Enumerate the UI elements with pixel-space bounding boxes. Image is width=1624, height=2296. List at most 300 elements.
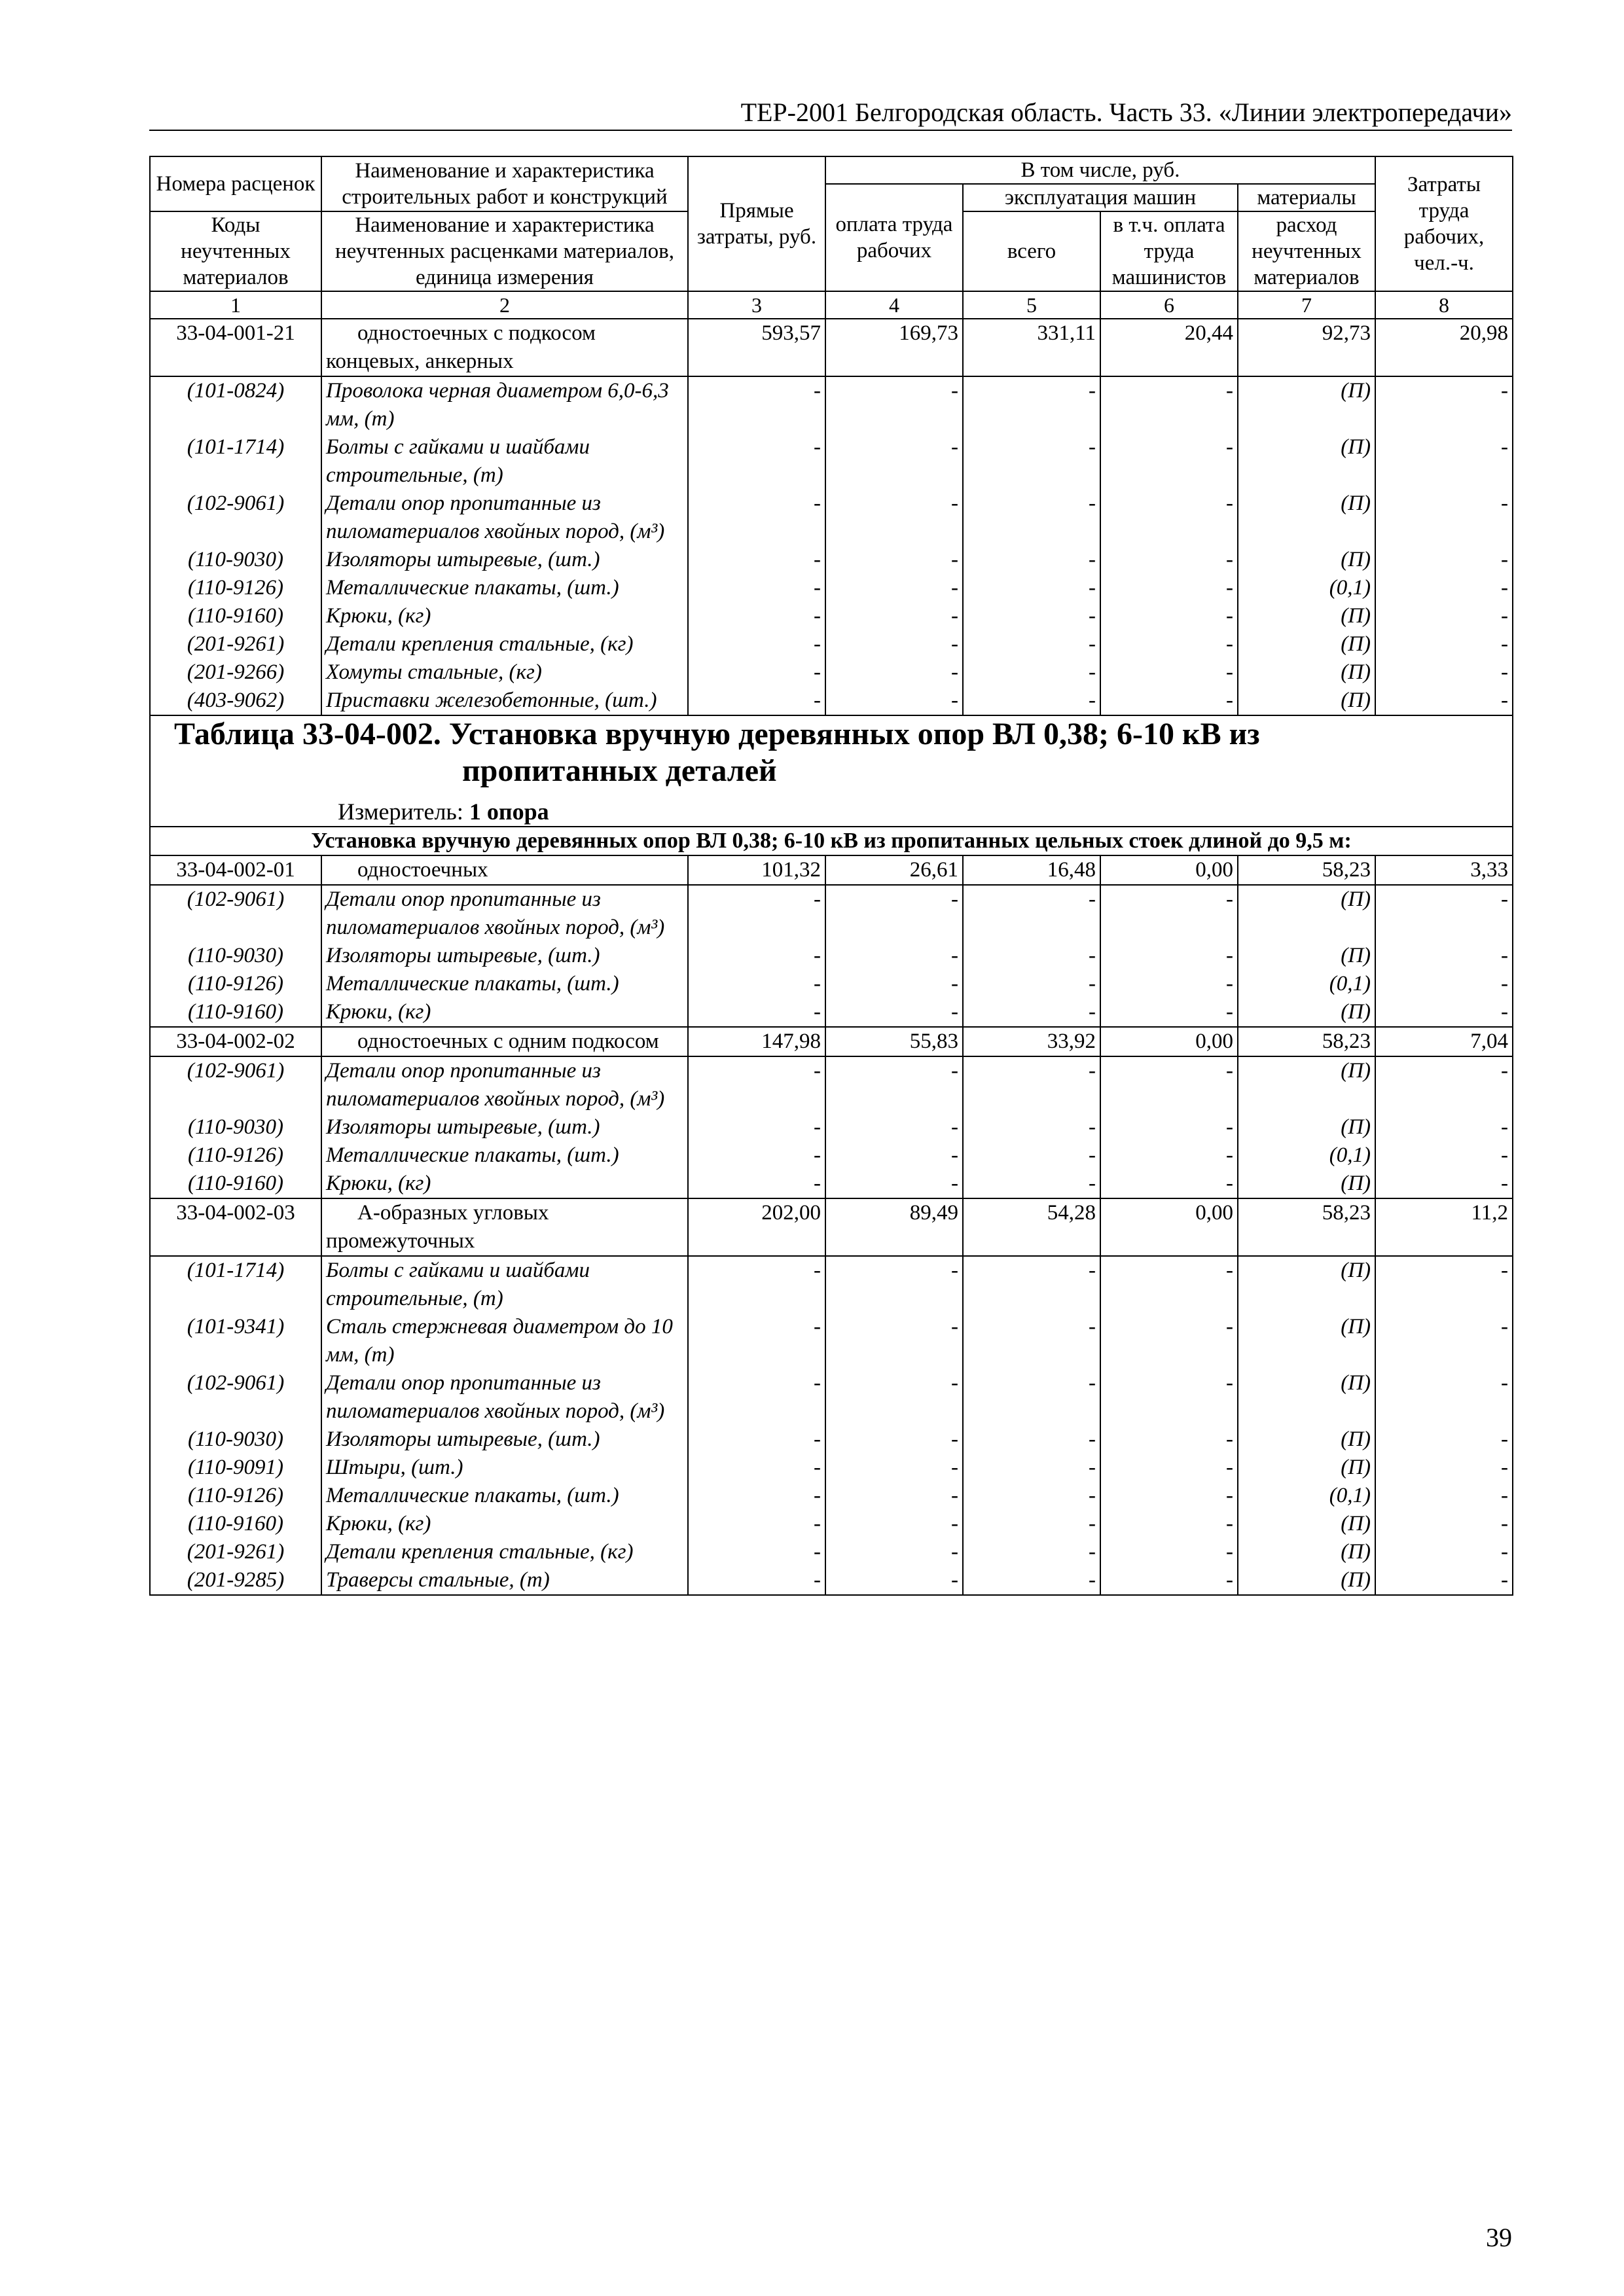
machine-total-cell: - — [963, 1369, 1100, 1426]
materials-cell: (П) — [1238, 602, 1375, 630]
code-cell: (110-9091) — [150, 1454, 321, 1482]
name-text: Детали опор пропитанные из пиломатериалов хвойных пород, (м³) — [326, 1059, 665, 1111]
name-cell — [321, 1256, 688, 1313]
material-row — [150, 687, 1513, 715]
machine-total-cell: - — [963, 970, 1100, 998]
labor-cell: - — [1375, 376, 1513, 433]
direct-cost-cell: - — [688, 574, 825, 602]
labor-cell: - — [1375, 630, 1513, 658]
name-cell — [321, 658, 688, 687]
labor-cell: - — [1375, 658, 1513, 687]
header-numbers: Номера расценок — [150, 156, 321, 211]
header-direct-costs: Прямые затраты, руб. — [688, 156, 825, 291]
machinist-pay-cell: - — [1100, 490, 1238, 546]
machine-total-cell: 16,48 — [963, 855, 1100, 885]
machinist-pay-cell: - — [1100, 602, 1238, 630]
name-cell — [321, 602, 688, 630]
material-row — [150, 376, 1513, 433]
name-text: Хомуты стальные, (кг) — [326, 660, 542, 684]
page-number: 39 — [1486, 2223, 1512, 2252]
machine-total-cell: - — [963, 376, 1100, 433]
machine-total-cell: 54,28 — [963, 1198, 1100, 1256]
name-cell — [321, 1426, 688, 1454]
materials-cell: (П) — [1238, 942, 1375, 970]
worker-pay-cell: - — [825, 942, 963, 970]
machine-total-cell: - — [963, 942, 1100, 970]
machine-total-cell: - — [963, 1510, 1100, 1538]
direct-cost-cell: - — [688, 490, 825, 546]
name-text: Крюки, (кг) — [326, 1512, 431, 1535]
labor-cell: 11,2 — [1375, 1198, 1513, 1256]
material-row — [150, 1510, 1513, 1538]
code-cell: (110-9030) — [150, 942, 321, 970]
labor-cell: - — [1375, 1056, 1513, 1113]
machinist-pay-cell: - — [1100, 1170, 1238, 1198]
table1-body — [150, 319, 1513, 715]
material-row — [150, 1056, 1513, 1113]
direct-cost-cell: - — [688, 376, 825, 433]
column-number-row — [150, 291, 1513, 319]
materials-cell: 58,23 — [1238, 1027, 1375, 1056]
code-cell: (102-9061) — [150, 1056, 321, 1113]
code-cell: (110-9126) — [150, 970, 321, 998]
table2-body — [150, 855, 1513, 1595]
code-cell: (101-0824) — [150, 376, 321, 433]
worker-pay-cell: - — [825, 885, 963, 942]
material-row — [150, 546, 1513, 574]
name-text: Изоляторы штыревые, (шт.) — [326, 944, 600, 967]
material-row — [150, 630, 1513, 658]
machine-total-cell: - — [963, 1538, 1100, 1566]
materials-cell: (П) — [1238, 376, 1375, 433]
code-cell: (201-9261) — [150, 630, 321, 658]
labor-cell: - — [1375, 602, 1513, 630]
direct-cost-cell: - — [688, 885, 825, 942]
machinist-pay-cell: - — [1100, 574, 1238, 602]
materials-cell: (П) — [1238, 1113, 1375, 1141]
rates-table — [149, 156, 1513, 1596]
name-cell — [321, 1313, 688, 1369]
name-text: Приставки железобетонные, (шт.) — [326, 689, 657, 712]
machine-total-cell: - — [963, 1170, 1100, 1198]
machinist-pay-cell: - — [1100, 1141, 1238, 1170]
worker-pay-cell: - — [825, 1510, 963, 1538]
name-text: одностоечных с одним подкосом — [357, 1030, 659, 1053]
name-text: Детали крепления стальные, (кг) — [326, 1540, 634, 1564]
worker-pay-cell: - — [825, 970, 963, 998]
header-machine-total: всего — [963, 211, 1100, 291]
header-rule — [149, 130, 1512, 131]
material-row — [150, 1482, 1513, 1510]
column-number: 8 — [1375, 291, 1513, 319]
labor-cell: - — [1375, 885, 1513, 942]
machine-total-cell: 331,11 — [963, 319, 1100, 376]
direct-cost-cell: - — [688, 942, 825, 970]
name-cell — [321, 1027, 688, 1056]
materials-cell: 92,73 — [1238, 319, 1375, 376]
labor-cell: - — [1375, 942, 1513, 970]
rate-row — [150, 855, 1513, 885]
name-text: Болты с гайками и шайбами строительные, (т) — [326, 435, 590, 487]
labor-cell: - — [1375, 1482, 1513, 1510]
name-text: Изоляторы штыревые, (шт.) — [326, 548, 600, 571]
code-cell: (110-9126) — [150, 1482, 321, 1510]
name-cell — [321, 1113, 688, 1141]
materials-cell: (0,1) — [1238, 970, 1375, 998]
labor-cell: - — [1375, 1313, 1513, 1369]
header-materials: материалы — [1238, 184, 1375, 211]
labor-cell: - — [1375, 998, 1513, 1027]
name-cell — [321, 1198, 688, 1256]
machine-total-cell: - — [963, 1141, 1100, 1170]
name-cell — [321, 490, 688, 546]
material-row — [150, 942, 1513, 970]
machinist-pay-cell: - — [1100, 433, 1238, 490]
machine-total-cell: - — [963, 574, 1100, 602]
material-row — [150, 1170, 1513, 1198]
machine-total-cell: - — [963, 687, 1100, 715]
materials-cell: (П) — [1238, 1454, 1375, 1482]
name-text: Детали крепления стальные, (кг) — [326, 632, 634, 656]
table-title-line2: пропитанных деталей — [462, 753, 777, 788]
machine-total-cell: - — [963, 885, 1100, 942]
machine-total-cell: - — [963, 602, 1100, 630]
code-cell: 33-04-002-01 — [150, 855, 321, 885]
labor-cell: - — [1375, 1113, 1513, 1141]
machinist-pay-cell: - — [1100, 885, 1238, 942]
direct-cost-cell: 593,57 — [688, 319, 825, 376]
labor-cell: - — [1375, 546, 1513, 574]
code-cell: (403-9062) — [150, 687, 321, 715]
direct-cost-cell: - — [688, 1482, 825, 1510]
worker-pay-cell: - — [825, 574, 963, 602]
machine-total-cell: 33,92 — [963, 1027, 1100, 1056]
materials-cell: (П) — [1238, 998, 1375, 1027]
code-cell: (201-9285) — [150, 1566, 321, 1595]
worker-pay-cell: - — [825, 1113, 963, 1141]
table-title-cell — [150, 715, 1513, 827]
name-cell — [321, 1482, 688, 1510]
material-row — [150, 1369, 1513, 1426]
table-title-line1: Таблица 33-04-002. Установка вручную деревянных опор ВЛ 0,38; 6-10 кВ из — [174, 717, 1260, 751]
labor-cell: 3,33 — [1375, 855, 1513, 885]
material-row — [150, 885, 1513, 942]
machine-total-cell: - — [963, 1426, 1100, 1454]
labor-cell: - — [1375, 1426, 1513, 1454]
name-text: Металлические плакаты, (шт.) — [326, 576, 619, 600]
machinist-pay-cell: - — [1100, 942, 1238, 970]
materials-cell: (П) — [1238, 546, 1375, 574]
header-worker-pay: оплата труда рабочих — [825, 184, 963, 291]
materials-cell: (П) — [1238, 885, 1375, 942]
material-row — [150, 433, 1513, 490]
materials-cell: (П) — [1238, 1313, 1375, 1369]
name-text: Проволока черная диаметром 6,0-6,3 мм, (т) — [326, 379, 669, 431]
material-row — [150, 1256, 1513, 1313]
header-codes: Коды неучтенных материалов — [150, 211, 321, 291]
name-text: Штыри, (шт.) — [326, 1456, 463, 1479]
direct-cost-cell: 101,32 — [688, 855, 825, 885]
direct-cost-cell: - — [688, 1313, 825, 1369]
labor-cell: - — [1375, 490, 1513, 546]
worker-pay-cell: - — [825, 1369, 963, 1426]
worker-pay-cell: - — [825, 376, 963, 433]
name-cell — [321, 1141, 688, 1170]
material-row — [150, 970, 1513, 998]
name-cell — [321, 970, 688, 998]
materials-cell: (П) — [1238, 1369, 1375, 1426]
direct-cost-cell: - — [688, 1056, 825, 1113]
header-material-name: Наименование и характеристика неучтенных расценками материалов, единица измерения — [321, 211, 688, 291]
name-cell — [321, 546, 688, 574]
machinist-pay-cell: - — [1100, 658, 1238, 687]
machinist-pay-cell: 0,00 — [1100, 855, 1238, 885]
rate-row — [150, 1027, 1513, 1056]
name-cell — [321, 1369, 688, 1426]
name-text: Детали опор пропитанные из пиломатериалов хвойных пород, (м³) — [326, 492, 665, 543]
name-cell — [321, 433, 688, 490]
labor-cell: - — [1375, 1538, 1513, 1566]
materials-cell: (П) — [1238, 1426, 1375, 1454]
code-cell: (101-9341) — [150, 1313, 321, 1369]
materials-cell: 58,23 — [1238, 1198, 1375, 1256]
column-number: 4 — [825, 291, 963, 319]
column-number: 1 — [150, 291, 321, 319]
machine-total-cell: - — [963, 1313, 1100, 1369]
worker-pay-cell: - — [825, 490, 963, 546]
worker-pay-cell: - — [825, 433, 963, 490]
code-cell: (101-1714) — [150, 1256, 321, 1313]
name-cell — [321, 687, 688, 715]
code-cell: 33-04-002-03 — [150, 1198, 321, 1256]
material-row — [150, 1538, 1513, 1566]
labor-cell: - — [1375, 1256, 1513, 1313]
name-text: одностоечных с подкосом концевых, анкерных — [326, 321, 596, 373]
material-row — [150, 602, 1513, 630]
materials-cell: (П) — [1238, 630, 1375, 658]
worker-pay-cell: - — [825, 1170, 963, 1198]
worker-pay-cell: - — [825, 1141, 963, 1170]
labor-cell: - — [1375, 574, 1513, 602]
materials-cell: (0,1) — [1238, 1141, 1375, 1170]
code-cell: (110-9160) — [150, 602, 321, 630]
worker-pay-cell: - — [825, 687, 963, 715]
machinist-pay-cell: - — [1100, 1313, 1238, 1369]
name-cell — [321, 885, 688, 942]
name-text: Болты с гайками и шайбами строительные, (т) — [326, 1259, 590, 1310]
material-row — [150, 1313, 1513, 1369]
code-cell: (110-9030) — [150, 546, 321, 574]
machine-total-cell: - — [963, 490, 1100, 546]
name-text: А-образных угловых промежуточных — [326, 1201, 549, 1253]
material-row — [150, 1566, 1513, 1595]
code-cell: (110-9160) — [150, 1170, 321, 1198]
direct-cost-cell: - — [688, 970, 825, 998]
machine-total-cell: - — [963, 1454, 1100, 1482]
material-row — [150, 490, 1513, 546]
running-head: ТЕР-2001 Белгородская область. Часть 33. «Линии электропередачи» — [740, 98, 1512, 127]
worker-pay-cell: - — [825, 998, 963, 1027]
machinist-pay-cell: - — [1100, 1538, 1238, 1566]
materials-cell: (П) — [1238, 1566, 1375, 1595]
header-work-name: Наименование и характеристика строительных работ и конструкций — [321, 156, 688, 211]
name-cell — [321, 1538, 688, 1566]
machine-total-cell: - — [963, 630, 1100, 658]
machinist-pay-cell: - — [1100, 1113, 1238, 1141]
materials-cell: (П) — [1238, 433, 1375, 490]
name-text: Детали опор пропитанные из пиломатериалов хвойных пород, (м³) — [326, 888, 665, 939]
direct-cost-cell: - — [688, 1113, 825, 1141]
materials-cell: (0,1) — [1238, 574, 1375, 602]
direct-cost-cell: - — [688, 1369, 825, 1426]
labor-cell: 20,98 — [1375, 319, 1513, 376]
worker-pay-cell: - — [825, 602, 963, 630]
code-cell: (110-9030) — [150, 1113, 321, 1141]
direct-cost-cell: - — [688, 433, 825, 490]
name-text: Крюки, (кг) — [326, 1172, 431, 1195]
machinist-pay-cell: - — [1100, 1369, 1238, 1426]
name-cell — [321, 942, 688, 970]
machinist-pay-cell: - — [1100, 1426, 1238, 1454]
materials-cell: (П) — [1238, 1538, 1375, 1566]
code-cell: (102-9061) — [150, 490, 321, 546]
materials-cell: (П) — [1238, 1056, 1375, 1113]
machinist-pay-cell: - — [1100, 1454, 1238, 1482]
worker-pay-cell: - — [825, 1454, 963, 1482]
machine-total-cell: - — [963, 1566, 1100, 1595]
code-cell: (101-1714) — [150, 433, 321, 490]
worker-pay-cell: - — [825, 630, 963, 658]
column-number: 5 — [963, 291, 1100, 319]
meter — [154, 797, 1508, 826]
direct-cost-cell: - — [688, 1538, 825, 1566]
labor-cell: - — [1375, 1369, 1513, 1426]
code-cell: (102-9061) — [150, 1369, 321, 1426]
worker-pay-cell: 89,49 — [825, 1198, 963, 1256]
direct-cost-cell: - — [688, 602, 825, 630]
labor-cell: - — [1375, 433, 1513, 490]
labor-cell: - — [1375, 1566, 1513, 1595]
machine-total-cell: - — [963, 1256, 1100, 1313]
machinist-pay-cell: - — [1100, 1510, 1238, 1538]
materials-cell: (П) — [1238, 658, 1375, 687]
name-text: Изоляторы штыревые, (шт.) — [326, 1427, 600, 1451]
header-labor: Затраты труда рабочих, чел.-ч. — [1375, 156, 1513, 291]
worker-pay-cell: - — [825, 546, 963, 574]
materials-cell: (П) — [1238, 1170, 1375, 1198]
direct-cost-cell: - — [688, 687, 825, 715]
materials-cell: (П) — [1238, 490, 1375, 546]
section-title: Установка вручную деревянных опор ВЛ 0,38; 6-10 кВ из пропитанных цельных стоек длиной до 9,5 м: — [150, 827, 1513, 855]
direct-cost-cell: - — [688, 630, 825, 658]
code-cell: (201-9261) — [150, 1538, 321, 1566]
labor-cell: - — [1375, 687, 1513, 715]
direct-cost-cell: - — [688, 658, 825, 687]
machinist-pay-cell: - — [1100, 376, 1238, 433]
name-text: Металлические плакаты, (шт.) — [326, 1143, 619, 1167]
code-cell: (110-9030) — [150, 1426, 321, 1454]
materials-cell: (0,1) — [1238, 1482, 1375, 1510]
code-cell: 33-04-001-21 — [150, 319, 321, 376]
column-number: 2 — [321, 291, 688, 319]
name-text: Металлические плакаты, (шт.) — [326, 1484, 619, 1507]
machinist-pay-cell: - — [1100, 546, 1238, 574]
name-cell — [321, 319, 688, 376]
direct-cost-cell: - — [688, 1170, 825, 1198]
labor-cell: - — [1375, 1141, 1513, 1170]
rate-row — [150, 1198, 1513, 1256]
labor-cell: - — [1375, 1510, 1513, 1538]
direct-cost-cell: - — [688, 1426, 825, 1454]
code-cell: 33-04-002-02 — [150, 1027, 321, 1056]
code-cell: (110-9160) — [150, 1510, 321, 1538]
labor-cell: - — [1375, 1170, 1513, 1198]
material-row — [150, 1113, 1513, 1141]
material-row — [150, 1454, 1513, 1482]
material-row — [150, 574, 1513, 602]
code-cell: (102-9061) — [150, 885, 321, 942]
machine-total-cell: - — [963, 998, 1100, 1027]
machine-total-cell: - — [963, 1056, 1100, 1113]
name-text: Крюки, (кг) — [326, 604, 431, 628]
name-cell — [321, 574, 688, 602]
meter-label: Измеритель: — [338, 798, 463, 825]
machinist-pay-cell: - — [1100, 970, 1238, 998]
direct-cost-cell: - — [688, 546, 825, 574]
name-cell — [321, 1510, 688, 1538]
direct-cost-cell: - — [688, 1454, 825, 1482]
name-cell — [321, 1056, 688, 1113]
machinist-pay-cell: - — [1100, 1566, 1238, 1595]
machine-total-cell: - — [963, 546, 1100, 574]
worker-pay-cell: - — [825, 1056, 963, 1113]
name-text: Крюки, (кг) — [326, 1000, 431, 1024]
direct-cost-cell: 202,00 — [688, 1198, 825, 1256]
labor-cell: 7,04 — [1375, 1027, 1513, 1056]
name-cell — [321, 630, 688, 658]
worker-pay-cell: - — [825, 1566, 963, 1595]
machinist-pay-cell: 20,44 — [1100, 319, 1238, 376]
name-cell — [321, 376, 688, 433]
material-row — [150, 658, 1513, 687]
header-consumption: расход неучтенных материалов — [1238, 211, 1375, 291]
worker-pay-cell: - — [825, 1256, 963, 1313]
code-cell: (201-9266) — [150, 658, 321, 687]
code-cell: (110-9160) — [150, 998, 321, 1027]
materials-cell: (П) — [1238, 687, 1375, 715]
worker-pay-cell: - — [825, 1538, 963, 1566]
code-cell: (110-9126) — [150, 574, 321, 602]
name-text: Металлические плакаты, (шт.) — [326, 972, 619, 996]
name-text: Изоляторы штыревые, (шт.) — [326, 1115, 600, 1139]
worker-pay-cell: - — [825, 1482, 963, 1510]
direct-cost-cell: - — [688, 1256, 825, 1313]
machinist-pay-cell: 0,00 — [1100, 1198, 1238, 1256]
header-machines: эксплуатация машин — [963, 184, 1238, 211]
direct-cost-cell: - — [688, 998, 825, 1027]
machine-total-cell: - — [963, 1113, 1100, 1141]
name-text: Детали опор пропитанные из пиломатериалов хвойных пород, (м³) — [326, 1371, 665, 1423]
worker-pay-cell: 169,73 — [825, 319, 963, 376]
header-row-1 — [150, 156, 1513, 184]
header-including: В том числе, руб. — [825, 156, 1375, 184]
material-row — [150, 1426, 1513, 1454]
materials-cell: 58,23 — [1238, 855, 1375, 885]
name-text: Траверсы стальные, (т) — [326, 1568, 550, 1592]
worker-pay-cell: 55,83 — [825, 1027, 963, 1056]
material-row — [150, 998, 1513, 1027]
machinist-pay-cell: - — [1100, 630, 1238, 658]
